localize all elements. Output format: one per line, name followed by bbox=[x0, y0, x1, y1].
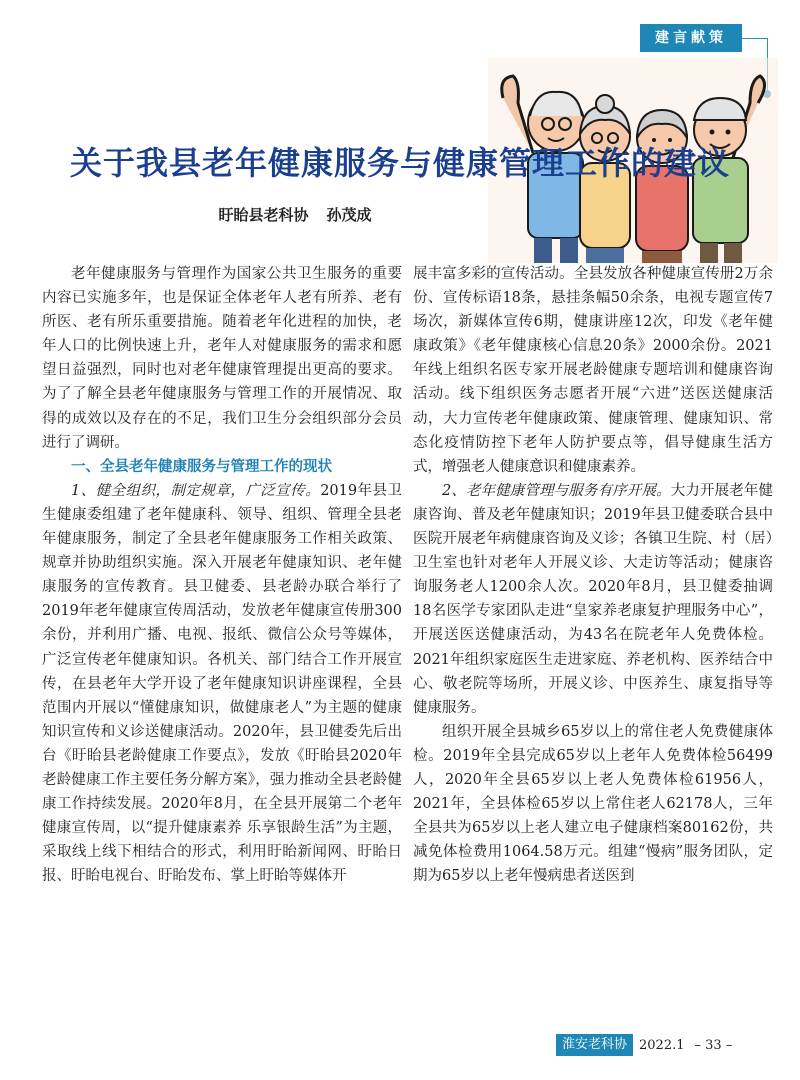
paragraph-lead: 2、老年健康管理与服务有序开展。 bbox=[442, 482, 671, 499]
page-footer bbox=[556, 1034, 732, 1056]
paragraph bbox=[42, 479, 402, 889]
paragraph-lead: 1、健全组织，制定规章，广泛宣传。 bbox=[71, 482, 321, 499]
journal-name: 淮安老科协 bbox=[556, 1034, 633, 1056]
author-name: 孙茂成 bbox=[326, 206, 372, 224]
paragraph: 展丰富多彩的宣传活动。全县发放各种健康宣传册2万余份、宣传标语18条，悬挂条幅50余条，电视专题宣传7场次，新媒体宣传6期，健康讲座12次，印发《老年健康政策》《老年健康核心信息20条》2000余份。2021年线上组织名医专家开展老龄健康专题培训和健康咨询活动。线下组织医务志愿者开展“六进”送医送健康活动，大力宣传老年健康政策、健康管理、健康知识、常态化疫情防控下老年人防护要点等，倡导健康生活方式，增强老人健康意识和健康素养。 bbox=[413, 266, 773, 475]
article-title: 关于我县老年健康服务与健康管理工作的建议 bbox=[69, 144, 730, 182]
paragraph-body: 2019年县卫生健康委组建了老年健康科、领导、组织、管理全县老年健康服务，制定了全县老年健康服务工作相关政策、规章并协助组织实施。深入开展老年健康知识、老年健康服务的宣传教育。县卫健委、县老龄办联合举行了2019年老年健康宣传周活动，发放老年健康宣传册300余份，并利用广播、电视、报纸、微信公众号等媒体，广泛宣传老年健康知识。各机关、部门结合工作开展宣传，在县老年大学开设了老年健康知识讲座课程，全县范围内开展以“懂健康知识，做健康老人”为主题的健康知识宣传和义诊送健康活动。2020年，县卫健委先后出台《盱眙县老龄健康工作要点》，发放《盱眙县2020年老龄健康工作主要任务分解方案》，强力推动全县老龄健康工作持续发展。2020年8月，在全县开展第二个老年健康宣传周，以“提升健康素养 乐享银龄生活”为主题，采取线上线下相结合的形式，利用盱眙新闻网、盱眙日报、盱眙电视台、盱眙发布、掌上盱眙等媒体开 bbox=[42, 482, 402, 885]
paragraph: 老年健康服务与管理作为国家公共卫生服务的重要内容已实施多年，也是保证全体老年人老有所养、老有所医、老有所乐重要措施。随着老年化进程的加快，老年人口的比例快速上升，老年人对健康服务的需求和愿望日益强烈，同时也对老年健康管理提出更高的要求。为了了解全县老年健康服务与管理工作的开展情况、取得的成效以及存在的不足，我们卫生分会组织部分会员进行了调研。 bbox=[42, 266, 402, 451]
paragraph bbox=[413, 479, 773, 720]
body-column-right bbox=[413, 262, 773, 888]
paragraph: 组织开展全县城乡65岁以上的常住老人免费健康体检。2019年全县完成65岁以上老年人免费体检56499人，2020年全县65岁以上老人免费体检61956人，2021年，全县体检65岁以上常住老人62178人，三年全县共为65岁以上老人建立电子健康档案80162份，共减免体检费用1064.58万元。组建“慢病”服务团队，定期为65岁以上老年慢病患者送医到 bbox=[413, 723, 773, 885]
section-tag: 建言献策 bbox=[640, 24, 742, 52]
author-org: 盱眙县老科协 bbox=[218, 206, 309, 224]
page-number: – 33 – bbox=[694, 1037, 733, 1053]
corner-line bbox=[742, 38, 768, 39]
article-author bbox=[0, 204, 590, 225]
body-column-left bbox=[42, 262, 402, 888]
issue-number: 2022.1 bbox=[639, 1037, 685, 1053]
elderly-woman-center-right bbox=[636, 110, 688, 263]
section-heading: 一、全县老年健康服务与管理工作的现状 bbox=[71, 458, 332, 475]
paragraph-body: 大力开展老年健康咨询、普及老年健康知识；2019年县卫健委联合县中医院开展老年病健康咨询及义诊；各镇卫生院、村（居）卫生室也针对老年人开展义诊、大走访等活动；健康咨询服务老人1200余人次。2020年8月，县卫健委抽调18名医学专家团队走进“皇家养老康复护理服务中心”，开展送医送健康活动，为43名在院老年人免费体检。2021年组织家庭医生走进家庭、养老机构、医养结合中心、敬老院等场所，开展义诊、中医养生、康复指导等健康服务。 bbox=[413, 482, 774, 716]
